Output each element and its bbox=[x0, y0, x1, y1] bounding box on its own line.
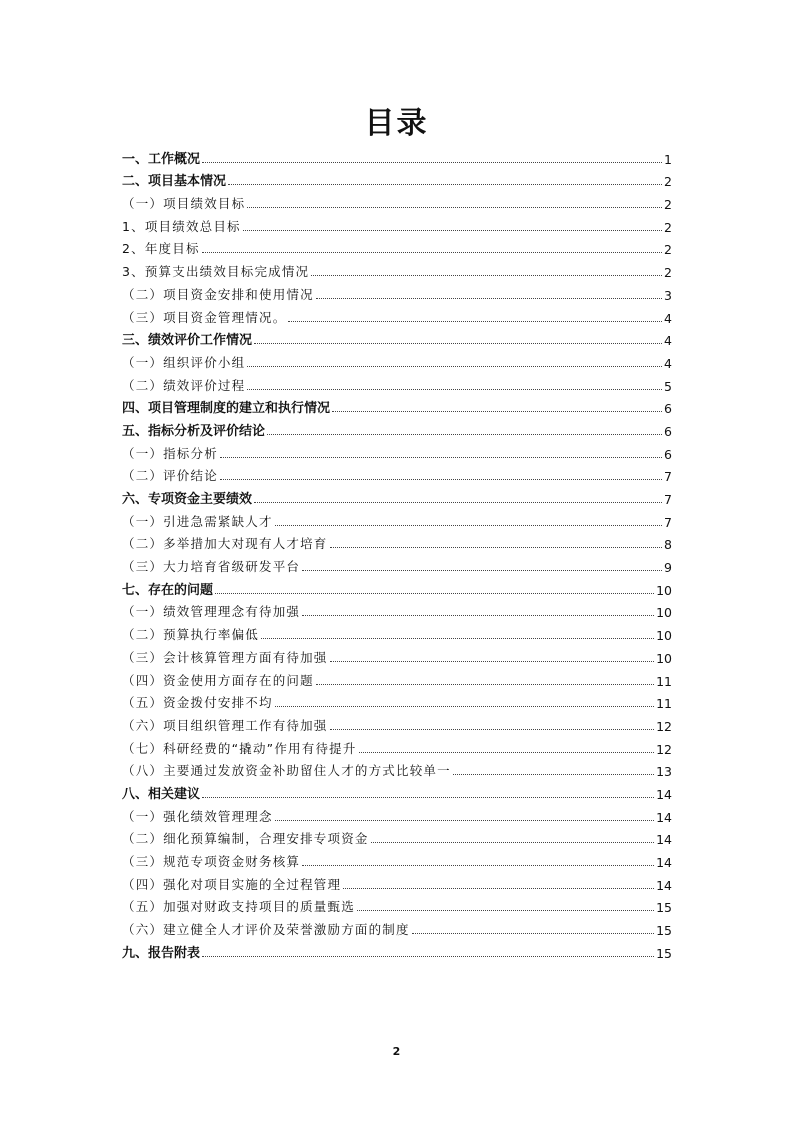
toc-entry[interactable] bbox=[122, 757, 672, 780]
dot-leader bbox=[254, 502, 662, 503]
toc-entry[interactable] bbox=[122, 235, 672, 258]
toc-entry-label: 六、专项资金主要绩效 bbox=[122, 492, 253, 507]
dot-leader bbox=[316, 298, 662, 299]
toc-entry-page: 14 bbox=[656, 832, 672, 848]
toc-entry-label: （一）项目绩效目标 bbox=[122, 196, 246, 212]
toc-entry-label: 三、绩效评价工作情况 bbox=[122, 333, 253, 349]
toc-entry[interactable] bbox=[122, 847, 672, 870]
toc-entry-page: 12 bbox=[656, 741, 672, 757]
toc-entry-label: 八、相关建议 bbox=[122, 786, 201, 802]
dot-leader bbox=[302, 570, 662, 571]
toc-entry-page: 14 bbox=[656, 809, 672, 825]
toc-entry[interactable] bbox=[122, 825, 672, 848]
toc-entry-label: （三）会计核算管理方面有待加强 bbox=[122, 649, 328, 665]
toc-entry-label: 九、报告附表 bbox=[122, 945, 201, 961]
dot-leader bbox=[261, 638, 654, 639]
toc-entry-label: （一）强化绩效管理理念 bbox=[122, 808, 273, 824]
toc-entry-label: （四）资金使用方面存在的问题 bbox=[122, 672, 314, 688]
toc-entry[interactable] bbox=[122, 212, 672, 235]
toc-entry[interactable] bbox=[122, 893, 672, 916]
toc-entry-label: 1、项目绩效总目标 bbox=[122, 218, 241, 234]
dot-leader bbox=[254, 343, 662, 344]
toc-entry-label: 五、指标分析及评价结论 bbox=[122, 423, 266, 439]
dot-leader bbox=[332, 411, 662, 412]
dot-leader bbox=[357, 910, 654, 911]
toc-entry-label: 一、工作概况 bbox=[122, 151, 201, 167]
toc-entry-page: 15 bbox=[656, 923, 672, 939]
toc-entry-label: （三）大力培育省级研发平台 bbox=[122, 559, 301, 575]
toc-entry-page: 10 bbox=[656, 582, 672, 598]
toc-entry-label: （四）强化对项目实施的全过程管理 bbox=[122, 876, 342, 892]
toc-entry-label: （六）建立健全人才评价及荣誉激励方面的制度 bbox=[122, 922, 410, 938]
dot-leader bbox=[202, 797, 654, 798]
toc-entry-label: （七）科研经费的“撬动”作用有待提升 bbox=[122, 740, 357, 756]
toc-entry-label: （二）绩效评价过程 bbox=[122, 377, 246, 393]
dot-leader bbox=[202, 956, 654, 957]
toc-entry-page: 4 bbox=[664, 310, 672, 326]
toc-title: 目录 bbox=[364, 106, 429, 141]
toc-entry-label: （二）细化预算编制，合理安排专项资金 bbox=[122, 831, 369, 847]
dot-leader bbox=[288, 321, 662, 322]
toc-entry-page: 14 bbox=[656, 855, 672, 870]
toc-entry[interactable] bbox=[122, 620, 672, 643]
dot-leader bbox=[412, 933, 654, 934]
dot-leader bbox=[215, 593, 654, 594]
dot-leader bbox=[316, 684, 654, 685]
toc-entry-label: （二）项目资金安排和使用情况 bbox=[122, 286, 314, 302]
toc-entry-page: 1 bbox=[664, 151, 672, 167]
dot-leader bbox=[267, 434, 662, 435]
toc-entry-label: （六）项目组织管理工作有待加强 bbox=[122, 717, 328, 733]
toc-entry[interactable] bbox=[122, 348, 672, 371]
toc-entry[interactable] bbox=[122, 167, 672, 190]
toc-entry-label: （三）项目资金管理情况。 bbox=[122, 309, 287, 325]
toc-entry-label: 2、年度目标 bbox=[122, 241, 200, 257]
toc-entry-page: 10 bbox=[656, 650, 672, 666]
toc-entry-page: 8 bbox=[664, 537, 672, 553]
toc-entry[interactable] bbox=[122, 303, 672, 326]
dot-leader bbox=[275, 706, 654, 707]
dot-leader bbox=[220, 457, 662, 458]
dot-leader bbox=[330, 547, 663, 548]
dot-leader bbox=[275, 820, 654, 821]
toc-entry[interactable] bbox=[122, 484, 672, 507]
toc-entry[interactable] bbox=[122, 666, 672, 689]
dot-leader bbox=[247, 366, 662, 367]
toc-entry[interactable] bbox=[122, 394, 672, 417]
toc-entry-page: 6 bbox=[664, 401, 672, 417]
toc-entry[interactable] bbox=[122, 598, 672, 621]
toc-entry[interactable] bbox=[122, 439, 672, 462]
toc-entry-label: （二）多举措加大对现有人才培育 bbox=[122, 536, 328, 552]
toc-entry[interactable] bbox=[122, 530, 672, 553]
toc-entry-page: 11 bbox=[656, 696, 672, 712]
toc-entry-page: 15 bbox=[656, 945, 672, 961]
dot-leader bbox=[220, 479, 662, 480]
table-of-contents bbox=[122, 144, 672, 961]
toc-entry[interactable] bbox=[122, 575, 672, 598]
toc-entry-label: 二、项目基本情况 bbox=[122, 174, 227, 190]
toc-entry-label: （一）组织评价小组 bbox=[122, 354, 246, 370]
toc-entry-label: 3、预算支出绩效目标完成情况 bbox=[122, 264, 310, 280]
toc-entry[interactable] bbox=[122, 144, 672, 167]
toc-entry[interactable] bbox=[122, 416, 672, 439]
dot-leader bbox=[243, 230, 662, 231]
toc-entry-page: 14 bbox=[656, 786, 672, 802]
toc-entry[interactable] bbox=[122, 915, 672, 938]
dot-leader bbox=[453, 774, 654, 775]
toc-entry-label: （一）绩效管理理念有待加强 bbox=[122, 604, 301, 620]
toc-entry-label: （五）资金拨付安排不均 bbox=[122, 695, 273, 711]
toc-entry[interactable] bbox=[122, 462, 672, 485]
toc-entry-page: 7 bbox=[664, 469, 672, 485]
dot-leader bbox=[343, 888, 654, 889]
toc-entry-page: 3 bbox=[664, 287, 672, 303]
toc-entry-label: 四、项目管理制度的建立和执行情况 bbox=[122, 401, 331, 417]
toc-entry[interactable] bbox=[122, 371, 672, 394]
toc-entry-page: 12 bbox=[656, 718, 672, 734]
toc-entry-page: 7 bbox=[664, 492, 672, 507]
toc-entry[interactable] bbox=[122, 938, 672, 961]
toc-entry-page: 2 bbox=[664, 265, 672, 281]
toc-entry[interactable] bbox=[122, 507, 672, 530]
toc-entry[interactable] bbox=[122, 870, 672, 893]
dot-leader bbox=[247, 207, 662, 208]
toc-entry[interactable] bbox=[122, 189, 672, 212]
dot-leader bbox=[311, 275, 662, 276]
toc-entry-page: 2 bbox=[664, 219, 672, 235]
dot-leader bbox=[202, 252, 662, 253]
toc-entry-page: 6 bbox=[664, 446, 672, 462]
toc-entry-page: 14 bbox=[656, 877, 672, 893]
toc-entry-label: （三）规范专项资金财务核算 bbox=[122, 854, 301, 869]
toc-entry-label: （一）引进急需紧缺人才 bbox=[122, 513, 273, 529]
toc-entry-page: 9 bbox=[664, 560, 672, 576]
toc-entry-page: 4 bbox=[664, 355, 672, 371]
toc-entry-page: 10 bbox=[656, 605, 672, 621]
dot-leader bbox=[359, 752, 655, 753]
dot-leader bbox=[302, 865, 654, 866]
toc-entry-label: 七、存在的问题 bbox=[122, 582, 214, 598]
toc-entry-label: （一）指标分析 bbox=[122, 445, 218, 461]
dot-leader bbox=[330, 729, 655, 730]
dot-leader bbox=[371, 842, 654, 843]
toc-entry-page: 10 bbox=[656, 628, 672, 644]
toc-entry[interactable] bbox=[122, 802, 672, 825]
toc-entry[interactable] bbox=[122, 734, 672, 757]
toc-entry-page: 15 bbox=[656, 900, 672, 916]
toc-entry[interactable] bbox=[122, 711, 672, 734]
dot-leader bbox=[228, 184, 662, 185]
toc-entry-label: （八）主要通过发放资金补助留住人才的方式比较单一 bbox=[122, 763, 451, 779]
toc-entry[interactable] bbox=[122, 326, 672, 349]
toc-entry-label: （二）评价结论 bbox=[122, 468, 218, 484]
dot-leader bbox=[247, 389, 662, 390]
toc-entry-page: 2 bbox=[664, 197, 672, 213]
toc-entry-page: 4 bbox=[664, 333, 672, 349]
dot-leader bbox=[302, 615, 654, 616]
toc-entry[interactable] bbox=[122, 552, 672, 575]
toc-entry-page: 2 bbox=[664, 174, 672, 190]
toc-entry-page: 11 bbox=[656, 673, 672, 689]
dot-leader bbox=[275, 525, 662, 526]
toc-entry[interactable] bbox=[122, 643, 672, 666]
toc-entry[interactable] bbox=[122, 257, 672, 280]
toc-entry-page: 13 bbox=[656, 764, 672, 780]
toc-entry-label: （五）加强对财政支持项目的质量甄选 bbox=[122, 899, 355, 915]
toc-entry[interactable] bbox=[122, 689, 672, 712]
dot-leader bbox=[202, 162, 662, 163]
toc-entry-label: （二）预算执行率偏低 bbox=[122, 627, 260, 643]
toc-entry-page: 6 bbox=[664, 423, 672, 439]
toc-entry-page: 2 bbox=[664, 242, 672, 258]
dot-leader bbox=[330, 661, 655, 662]
toc-entry-page: 5 bbox=[664, 378, 672, 394]
page-number: 2 bbox=[392, 1045, 401, 1058]
toc-entry[interactable] bbox=[122, 280, 672, 303]
toc-entry[interactable] bbox=[122, 779, 672, 802]
toc-entry-page: 7 bbox=[664, 514, 672, 530]
